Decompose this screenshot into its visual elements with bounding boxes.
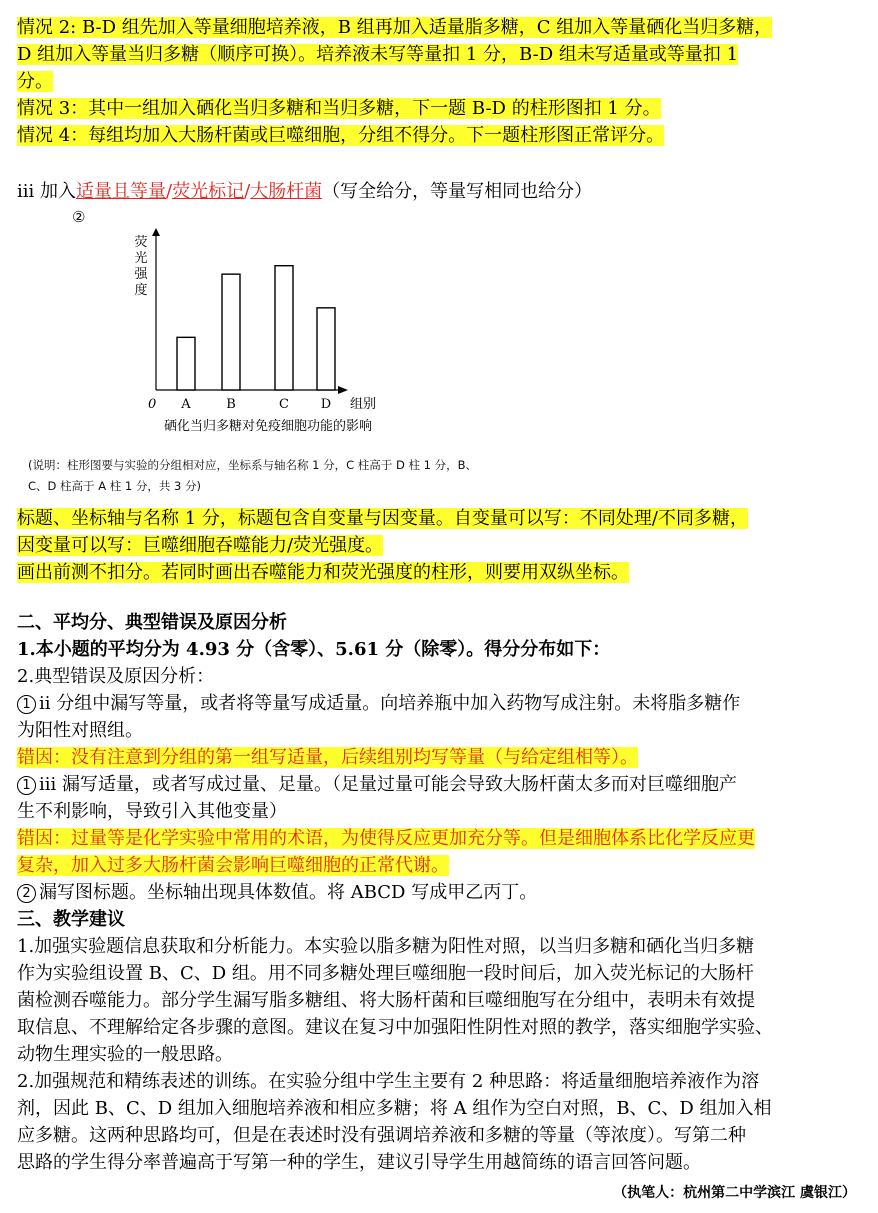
chart-rules	[17, 505, 863, 586]
x-tick-B: B	[226, 397, 236, 412]
error2-reason-line1: 错因：过量等是化学实验中常用的术语，为使得反应更加充分等。但是细胞体系比化学反应更	[17, 828, 755, 849]
bar-chart	[110, 220, 410, 440]
answer-note: （写全给分，等量写相同也给分）	[322, 181, 593, 202]
chart-rules-line2: 因变量可以写：巨噬细胞吞噬能力/荧光强度。	[17, 535, 384, 556]
error1-reason: 错因：没有注意到分组的第一组写适量，后续组别均写等量（与给定组相等）。	[17, 747, 638, 768]
chart-note-line2: C、D 柱高于 A 柱 1 分，共 3 分)	[28, 479, 201, 493]
x-axis-arrow	[338, 386, 348, 394]
suggestion1-line5: 动物生理实验的一般思路。	[17, 1044, 233, 1065]
bar-C	[275, 266, 293, 390]
answer-sep2: /	[244, 181, 251, 202]
part3-section	[17, 906, 863, 1176]
case4-line: 情况 4：每组均加入大肠杆菌或巨噬细胞，分组不得分。下一题柱形图正常评分。	[17, 125, 665, 146]
x-tick-D: D	[320, 397, 332, 412]
answer-sep1: /	[166, 181, 173, 202]
case2-line1: 情况 2: B-D 组先加入等量细胞培养液，B 组再加入适量脂多糖，C 组加入等量硒化当归多糖，	[17, 17, 773, 38]
error3-line: 漏写图标题。坐标轴出现具体数值。将 ABCD 写成甲乙丙丁。	[39, 882, 538, 903]
chart-title: 硒化当归多糖对免疫细胞功能的影响	[163, 419, 373, 434]
errors-heading: 2.典型错误及原因分析：	[17, 666, 215, 687]
x-tick-A: A	[181, 397, 191, 412]
part2-section	[17, 609, 863, 906]
y-axis-label	[134, 234, 148, 298]
chart-rules-line3: 画出前测不扣分。若同时画出吞噬能力和荧光强度的柱形，则要用双纵坐标。	[17, 562, 629, 583]
bar-A	[177, 337, 195, 390]
suggestion2-line1: 2.加强规范和精练表述的训练。在实验分组中学生主要有 2 种思路：将适量细胞培养液作为溶	[17, 1071, 760, 1092]
suggestion2-line3: 应多糖。这两种思路均可，但是在表述时没有强调培养液和多糖的等量（等浓度）。写第二种	[17, 1125, 746, 1146]
answer-iii-line	[17, 178, 863, 205]
error1-line1: ii 分组中漏写等量，或者将等量写成适量。向培养瓶中加入药物写成注射。未将脂多糖作	[39, 693, 741, 714]
answer-term-fluorescent: 荧光标记	[172, 181, 245, 202]
answer-term-equal: 适量且等量	[76, 181, 166, 202]
suggestion2-line2: 剂，因此 B、C、D 组加入细胞培养液和相应多糖；将 A 组作为空白对照，B、C、D 组加入相	[17, 1098, 772, 1119]
part3-heading: 三、教学建议	[17, 909, 125, 930]
answer-iii-prefix: iii 加入	[17, 181, 76, 202]
error2-marker: 1	[17, 776, 36, 795]
chart-number: ②	[72, 208, 86, 226]
case2-paragraph	[17, 14, 863, 149]
error3-marker: 2	[17, 884, 36, 903]
suggestion1-line2: 作为实验组设置 B、C、D 组。用不同多糖处理巨噬细胞一段时间后，加入荧光标记的大肠杆	[17, 963, 754, 984]
case3-line: 情况 3：其中一组加入硒化当归多糖和当归多糖，下一题 B-D 的柱形图扣 1 分。	[17, 98, 661, 119]
y-axis-arrow	[152, 228, 160, 236]
y-axis-label-text: 荧光强度	[134, 235, 148, 298]
suggestion1-line1: 1.加强实验题信息获取和分析能力。本实验以脂多糖为阳性对照，以当归多糖和硒化当归多糖	[17, 936, 755, 957]
average-score-line: 1.本小题的平均分为 4.93 分（含零）、5.61 分（除零）。得分分布如下：	[17, 639, 611, 660]
case2-line3: 分。	[17, 71, 53, 92]
suggestion1-line3: 菌检测吞噬能力。部分学生漏写脂多糖组、将大肠杆菌和巨噬细胞写在分组中，表明未有效提	[17, 990, 755, 1011]
origin-label: 0	[148, 397, 157, 412]
error2-line1: iii 漏写适量，或者写成过量、足量。（足量过量可能会导致大肠杆菌太多而对巨噬细胞产	[39, 774, 737, 795]
bar-B	[222, 274, 240, 390]
x-axis-label: 组别	[350, 397, 377, 412]
suggestion1-line4: 取信息、不理解给定各步骤的意图。建议在复习中加强阳性阴性对照的教学，落实细胞学实验、	[17, 1017, 773, 1038]
error1-line2: 为阳性对照组。	[17, 720, 143, 741]
chart-note-line1: (说明：柱形图要与实验的分组相对应，坐标系与轴名称 1 分，C 柱高于 D 柱 1 分，B、	[28, 458, 477, 472]
answer-term-ecoli: 大肠杆菌	[250, 181, 323, 202]
case2-line2: D 组加入等量当归多糖（顺序可换）。培养液未写等量扣 1 分，B-D 组未写适量或等量扣 1	[17, 44, 739, 65]
suggestion2-line4: 思路的学生得分率普遍高于写第一种的学生，建议引导学生用越简练的语言回答问题。	[17, 1152, 701, 1173]
author-credit: （执笔人：杭州第二中学滨江 虞银江）	[613, 1185, 856, 1201]
part2-heading: 二、平均分、典型错误及原因分析	[17, 612, 287, 633]
error2-reason-line2: 复杂，加入过多大肠杆菌会影响巨噬细胞的正常代谢。	[17, 855, 449, 876]
bar-D	[317, 308, 335, 390]
chart-rules-line1: 标题、坐标轴与名称 1 分，标题包含自变量与因变量。自变量可以写：不同处理/不同多糖，	[17, 508, 748, 529]
error1-marker: 1	[17, 695, 36, 714]
error2-line2: 生不利影响，导致引入其他变量）	[17, 801, 287, 822]
x-tick-C: C	[279, 397, 289, 412]
